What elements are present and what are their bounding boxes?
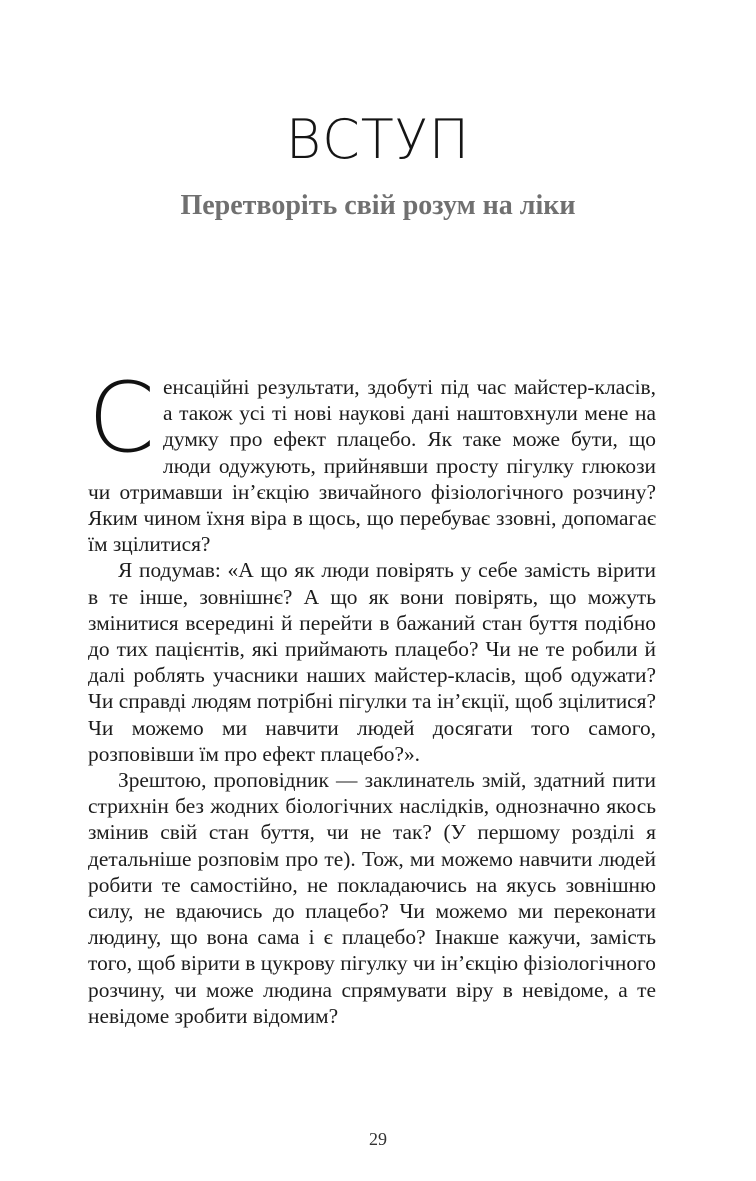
page-number: 29	[369, 1129, 387, 1149]
paragraph-1-text: енсаційні результати, здобуті під час майстер-класів, а також усі ті нові наукові дані наштовхнули мене на думку про ефект плацебо. Як таке може бути, що люди одужують, прийнявши просту пігулку глюкози чи отримавши ін’єкцію звичайного фізіологічного розчину? Яким чином їхня віра в щось, що перебуває ззовні, допомагає їм зцілитися?	[88, 375, 656, 557]
chapter-title: ВСТУП	[285, 108, 471, 171]
paragraph-1	[88, 362, 656, 557]
paragraph-3: Зрештою, проповідник — заклинатель змій, здатний пити стрихнін без жодних біологічних наслідків, однозначно якось змінив свій стан буття, чи не так? (У першому розділі я детальніше розповім про те). Тож, ми можемо навчити людей робити те самостійно, не покладаючись на якусь зовнішню силу, не вдаючись до плацебо? Чи можемо ми переконати людину, що вона сама і є плацебо? Інакше кажучи, замість того, щоб вірити в цукрову пігулку чи ін’єкцію фізіологічного розчину, чи може людина спрямувати віру в невідоме, а те невідоме зробити відомим?	[88, 768, 656, 1028]
paragraph-2: Я подумав: «А що як люди повірять у себе замість вірити в те інше, зовнішнє? А що як вони повірять, що можуть змінитися всередині й перейти в бажаний стан буття подібно до тих пацієнтів, які приймають плацебо? Чи не те робили й далі роблять учасники наших майстер-класів, щоб одужати? Чи справді людям потрібні пігулки та ін’єкції, щоб зцілитися? Чи можемо ми навчити людей досягати того самого, розповівши їм про ефект плацебо?».	[88, 558, 656, 766]
body-text	[88, 362, 656, 1029]
drop-cap: С	[88, 362, 156, 474]
chapter-subtitle: Перетворіть свій розум на ліки	[180, 190, 576, 221]
